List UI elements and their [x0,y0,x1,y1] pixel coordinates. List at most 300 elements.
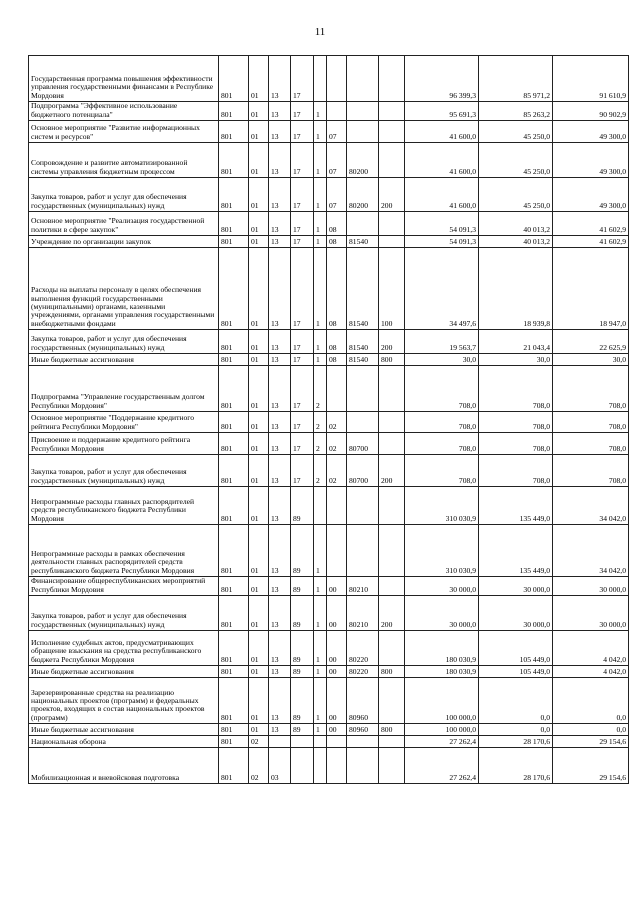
amount-cell: 708,0 [405,455,479,487]
code-cell [379,212,405,236]
code-cell: 2 [314,366,327,412]
amount-cell: 27 262,4 [405,736,479,748]
code-cell: 13 [269,525,291,577]
code-cell: 17 [291,102,314,121]
amount-cell: 708,0 [553,455,629,487]
amount-cell: 0,0 [479,678,553,724]
code-cell [379,56,405,102]
amount-cell: 45 250,0 [479,143,553,178]
code-cell: 13 [269,330,291,354]
code-cell [379,631,405,666]
amount-cell: 29 154,6 [553,736,629,748]
code-cell: 81540 [347,248,379,330]
code-cell: 2 [314,455,327,487]
code-cell: 81540 [347,354,379,366]
code-cell: 01 [249,330,269,354]
code-cell: 200 [379,330,405,354]
code-cell: 01 [249,487,269,525]
code-cell: 01 [249,143,269,178]
code-cell: 800 [379,724,405,736]
amount-cell: 22 625,9 [553,330,629,354]
item-name-cell: Сопровождение и развитие автоматизированной системы управления бюджетным процессом [29,143,219,178]
amount-cell: 30 000,0 [553,596,629,631]
code-cell [314,56,327,102]
code-cell: 1 [314,236,327,248]
amount-cell: 30 000,0 [553,577,629,596]
amount-cell: 41 600,0 [405,143,479,178]
amount-cell: 29 154,6 [553,748,629,784]
code-cell [379,143,405,178]
code-cell: 1 [314,330,327,354]
item-name-cell: Мобилизационная и вневойсковая подготовка [29,748,219,784]
amount-cell: 18 947,0 [553,248,629,330]
code-cell: 2 [314,433,327,455]
code-cell [379,433,405,455]
code-cell: 00 [327,577,347,596]
code-cell: 89 [291,596,314,631]
amount-cell: 310 030,9 [405,525,479,577]
code-cell: 801 [219,354,249,366]
code-cell [379,366,405,412]
amount-cell: 100 000,0 [405,678,479,724]
code-cell [379,236,405,248]
code-cell: 80960 [347,678,379,724]
amount-cell: 708,0 [479,455,553,487]
code-cell: 17 [291,178,314,212]
code-cell [347,212,379,236]
code-cell: 200 [379,455,405,487]
code-cell [314,487,327,525]
code-cell: 89 [291,724,314,736]
code-cell: 13 [269,433,291,455]
amount-cell: 708,0 [553,366,629,412]
amount-cell: 21 043,4 [479,330,553,354]
code-cell: 08 [327,354,347,366]
code-cell: 17 [291,236,314,248]
code-cell: 17 [291,121,314,143]
item-name-cell: Закупка товаров, работ и услуг для обеспечения государственных (муниципальных) нужд [29,455,219,487]
code-cell: 1 [314,596,327,631]
table-row [29,596,629,631]
amount-cell: 34 042,0 [553,525,629,577]
code-cell: 01 [249,678,269,724]
amount-cell: 0,0 [553,724,629,736]
code-cell: 100 [379,248,405,330]
code-cell: 17 [291,143,314,178]
table-row [29,433,629,455]
amount-cell: 41 602,9 [553,212,629,236]
code-cell: 80700 [347,433,379,455]
code-cell: 1 [314,631,327,666]
item-name-cell: Основное мероприятие "Реализация государственной политики в сфере закупок" [29,212,219,236]
table-row [29,121,629,143]
code-cell: 01 [249,121,269,143]
code-cell: 13 [269,178,291,212]
code-cell [379,736,405,748]
code-cell: 01 [249,666,269,678]
code-cell [347,121,379,143]
amount-cell: 708,0 [553,412,629,433]
code-cell: 17 [291,248,314,330]
code-cell [347,366,379,412]
code-cell [379,412,405,433]
amount-cell: 180 030,9 [405,666,479,678]
code-cell: 00 [327,678,347,724]
table-row [29,631,629,666]
code-cell: 1 [314,143,327,178]
code-cell: 200 [379,178,405,212]
item-name-cell: Закупка товаров, работ и услуг для обеспечения государственных (муниципальных) нужд [29,330,219,354]
code-cell [327,56,347,102]
code-cell: 01 [249,178,269,212]
code-cell: 801 [219,143,249,178]
code-cell: 801 [219,666,249,678]
amount-cell: 4 042,0 [553,666,629,678]
amount-cell: 85 263,2 [479,102,553,121]
amount-cell: 30 000,0 [479,596,553,631]
code-cell: 80210 [347,596,379,631]
amount-cell: 135 449,0 [479,525,553,577]
code-cell: 02 [327,412,347,433]
code-cell: 80220 [347,631,379,666]
code-cell: 01 [249,366,269,412]
amount-cell: 310 030,9 [405,487,479,525]
code-cell [327,525,347,577]
amount-cell: 45 250,0 [479,178,553,212]
code-cell: 89 [291,487,314,525]
amount-cell: 708,0 [479,412,553,433]
code-cell: 17 [291,412,314,433]
amount-cell: 105 449,0 [479,631,553,666]
code-cell: 13 [269,487,291,525]
code-cell [291,748,314,784]
code-cell: 13 [269,143,291,178]
table-row [29,56,629,102]
amount-cell: 90 902,9 [553,102,629,121]
table-row [29,143,629,178]
code-cell: 801 [219,236,249,248]
code-cell: 13 [269,412,291,433]
table-row [29,577,629,596]
code-cell: 01 [249,102,269,121]
code-cell [347,736,379,748]
code-cell: 13 [269,678,291,724]
code-cell: 1 [314,354,327,366]
code-cell: 89 [291,666,314,678]
code-cell: 800 [379,666,405,678]
code-cell: 89 [291,577,314,596]
amount-cell: 30,0 [479,354,553,366]
amount-cell: 28 170,6 [479,736,553,748]
code-cell: 80700 [347,455,379,487]
code-cell: 801 [219,121,249,143]
budget-table [28,55,629,784]
code-cell: 13 [269,248,291,330]
code-cell: 07 [327,178,347,212]
code-cell: 801 [219,102,249,121]
amount-cell: 49 300,0 [553,178,629,212]
amount-cell: 91 610,9 [553,56,629,102]
code-cell: 01 [249,56,269,102]
code-cell [327,366,347,412]
code-cell: 81540 [347,236,379,248]
code-cell: 02 [249,748,269,784]
code-cell [327,102,347,121]
code-cell [379,102,405,121]
code-cell: 01 [249,596,269,631]
item-name-cell: Иные бюджетные ассигнования [29,724,219,736]
code-cell [379,525,405,577]
code-cell: 17 [291,330,314,354]
code-cell: 00 [327,596,347,631]
item-name-cell: Закупка товаров, работ и услуг для обеспечения государственных (муниципальных) нужд [29,178,219,212]
amount-cell: 708,0 [405,412,479,433]
code-cell: 03 [269,748,291,784]
table-row [29,666,629,678]
code-cell [269,736,291,748]
table-row [29,366,629,412]
code-cell: 01 [249,433,269,455]
code-cell: 13 [269,56,291,102]
table-row [29,724,629,736]
code-cell: 801 [219,631,249,666]
item-name-cell: Исполнение судебных актов, предусматривающих обращение взыскания на средства республиканского бюджета Республики Мордовия [29,631,219,666]
item-name-cell: Финансирование общереспубликанских мероприятий Республики Мордовия [29,577,219,596]
code-cell: 13 [269,212,291,236]
item-name-cell: Присвоение и поддержание кредитного рейтинга Республики Мордовия [29,433,219,455]
amount-cell: 85 971,2 [479,56,553,102]
table-row [29,248,629,330]
item-name-cell: Закупка товаров, работ и услуг для обеспечения государственных (муниципальных) нужд [29,596,219,631]
code-cell: 01 [249,525,269,577]
code-cell [347,748,379,784]
code-cell: 200 [379,596,405,631]
code-cell: 08 [327,330,347,354]
code-cell: 1 [314,102,327,121]
amount-cell: 135 449,0 [479,487,553,525]
code-cell [379,577,405,596]
code-cell: 800 [379,354,405,366]
amount-cell: 30 000,0 [479,577,553,596]
code-cell: 89 [291,631,314,666]
code-cell: 13 [269,596,291,631]
item-name-cell: Подпрограмма "Управление государственным долгом Республики Мордовия" [29,366,219,412]
code-cell: 02 [249,736,269,748]
code-cell: 17 [291,56,314,102]
code-cell [379,678,405,724]
table-row [29,102,629,121]
code-cell [347,487,379,525]
amount-cell: 30 000,0 [405,577,479,596]
code-cell: 1 [314,212,327,236]
code-cell: 13 [269,455,291,487]
code-cell: 13 [269,577,291,596]
code-cell: 01 [249,212,269,236]
code-cell: 08 [327,236,347,248]
item-name-cell: Иные бюджетные ассигнования [29,666,219,678]
code-cell: 02 [327,433,347,455]
item-name-cell: Основное мероприятие "Развитие информационных систем и ресурсов" [29,121,219,143]
code-cell: 17 [291,366,314,412]
item-name-cell: Непрограммные расходы главных распорядителей средств республиканского бюджета Республики Мордовия [29,487,219,525]
code-cell: 13 [269,354,291,366]
code-cell: 1 [314,666,327,678]
code-cell: 13 [269,724,291,736]
code-cell: 801 [219,736,249,748]
item-name-cell: Непрограммные расходы в рамках обеспечения деятельности главных распорядителей средств республиканского бюджета Республики Мордовия [29,525,219,577]
amount-cell: 708,0 [479,366,553,412]
table-row [29,354,629,366]
code-cell [327,487,347,525]
amount-cell: 708,0 [405,366,479,412]
amount-cell: 95 691,3 [405,102,479,121]
code-cell: 1 [314,178,327,212]
code-cell: 801 [219,56,249,102]
code-cell: 1 [314,724,327,736]
code-cell: 01 [249,236,269,248]
code-cell [314,736,327,748]
amount-cell: 708,0 [553,433,629,455]
code-cell: 1 [314,248,327,330]
item-name-cell: Учреждение по организации закупок [29,236,219,248]
code-cell: 801 [219,577,249,596]
amount-cell: 49 300,0 [553,121,629,143]
code-cell: 801 [219,724,249,736]
table-row [29,178,629,212]
table-row [29,212,629,236]
page-number: 11 [314,26,326,38]
code-cell [379,748,405,784]
budget-table-body [29,56,629,784]
code-cell [347,56,379,102]
amount-cell: 30 000,0 [405,596,479,631]
amount-cell: 27 262,4 [405,748,479,784]
item-name-cell: Иные бюджетные ассигнования [29,354,219,366]
code-cell: 801 [219,330,249,354]
amount-cell: 100 000,0 [405,724,479,736]
code-cell: 01 [249,455,269,487]
code-cell [327,748,347,784]
code-cell [347,102,379,121]
code-cell: 13 [269,236,291,248]
code-cell: 1 [314,525,327,577]
code-cell: 07 [327,143,347,178]
item-name-cell: Подпрограмма "Эффективное использование бюджетного потенциала" [29,102,219,121]
code-cell: 17 [291,354,314,366]
amount-cell: 41 602,9 [553,236,629,248]
amount-cell: 180 030,9 [405,631,479,666]
code-cell: 07 [327,121,347,143]
code-cell: 81540 [347,330,379,354]
code-cell: 00 [327,724,347,736]
code-cell: 01 [249,724,269,736]
code-cell: 80220 [347,666,379,678]
amount-cell: 40 013,2 [479,236,553,248]
code-cell [379,121,405,143]
table-row [29,525,629,577]
item-name-cell: Государственная программа повышения эффективности управления государственными финансами в Республике Мордовия [29,56,219,102]
code-cell: 89 [291,525,314,577]
amount-cell: 105 449,0 [479,666,553,678]
code-cell: 801 [219,412,249,433]
amount-cell: 708,0 [479,433,553,455]
code-cell: 2 [314,412,327,433]
code-cell: 89 [291,678,314,724]
amount-cell: 96 399,3 [405,56,479,102]
code-cell: 801 [219,366,249,412]
item-name-cell: Национальная оборона [29,736,219,748]
code-cell: 801 [219,248,249,330]
amount-cell: 30,0 [553,354,629,366]
amount-cell: 4 042,0 [553,631,629,666]
amount-cell: 18 939,8 [479,248,553,330]
amount-cell: 28 170,6 [479,748,553,784]
amount-cell: 0,0 [553,678,629,724]
code-cell: 801 [219,525,249,577]
code-cell: 801 [219,487,249,525]
code-cell: 1 [314,678,327,724]
code-cell: 801 [219,212,249,236]
code-cell: 801 [219,678,249,724]
code-cell: 80210 [347,577,379,596]
amount-cell: 19 563,7 [405,330,479,354]
code-cell: 08 [327,248,347,330]
code-cell [379,487,405,525]
code-cell: 801 [219,455,249,487]
amount-cell: 0,0 [479,724,553,736]
code-cell: 01 [249,412,269,433]
code-cell: 1 [314,121,327,143]
code-cell: 01 [249,577,269,596]
code-cell [347,525,379,577]
amount-cell: 34 497,6 [405,248,479,330]
item-name-cell: Основное мероприятие "Поддержание кредитного рейтинга Республики Мордовия" [29,412,219,433]
code-cell: 801 [219,433,249,455]
code-cell: 17 [291,433,314,455]
table-row [29,487,629,525]
amount-cell: 54 091,3 [405,212,479,236]
code-cell: 1 [314,577,327,596]
code-cell: 17 [291,455,314,487]
amount-cell: 30,0 [405,354,479,366]
code-cell [314,748,327,784]
amount-cell: 34 042,0 [553,487,629,525]
code-cell [347,412,379,433]
code-cell: 13 [269,121,291,143]
table-row [29,678,629,724]
code-cell: 01 [249,631,269,666]
table-row [29,455,629,487]
code-cell: 13 [269,666,291,678]
code-cell: 80200 [347,178,379,212]
code-cell [291,736,314,748]
table-row [29,236,629,248]
item-name-cell: Расходы на выплаты персоналу в целях обеспечения выполнения функций государственными (муниципальными) органами, казенными учреждениями, органами управления государственными внебюджетными фондами [29,248,219,330]
item-name-cell: Зарезервированные средства на реализацию национальных проектов (программ) и федеральных проектов, входящих в состав национальных проектов (программ) [29,678,219,724]
table-row [29,736,629,748]
amount-cell: 708,0 [405,433,479,455]
code-cell: 13 [269,366,291,412]
code-cell [327,736,347,748]
code-cell: 13 [269,102,291,121]
table-row [29,330,629,354]
table-row [29,412,629,433]
code-cell: 80960 [347,724,379,736]
code-cell: 08 [327,212,347,236]
code-cell: 02 [327,455,347,487]
code-cell: 801 [219,596,249,631]
amount-cell: 40 013,2 [479,212,553,236]
